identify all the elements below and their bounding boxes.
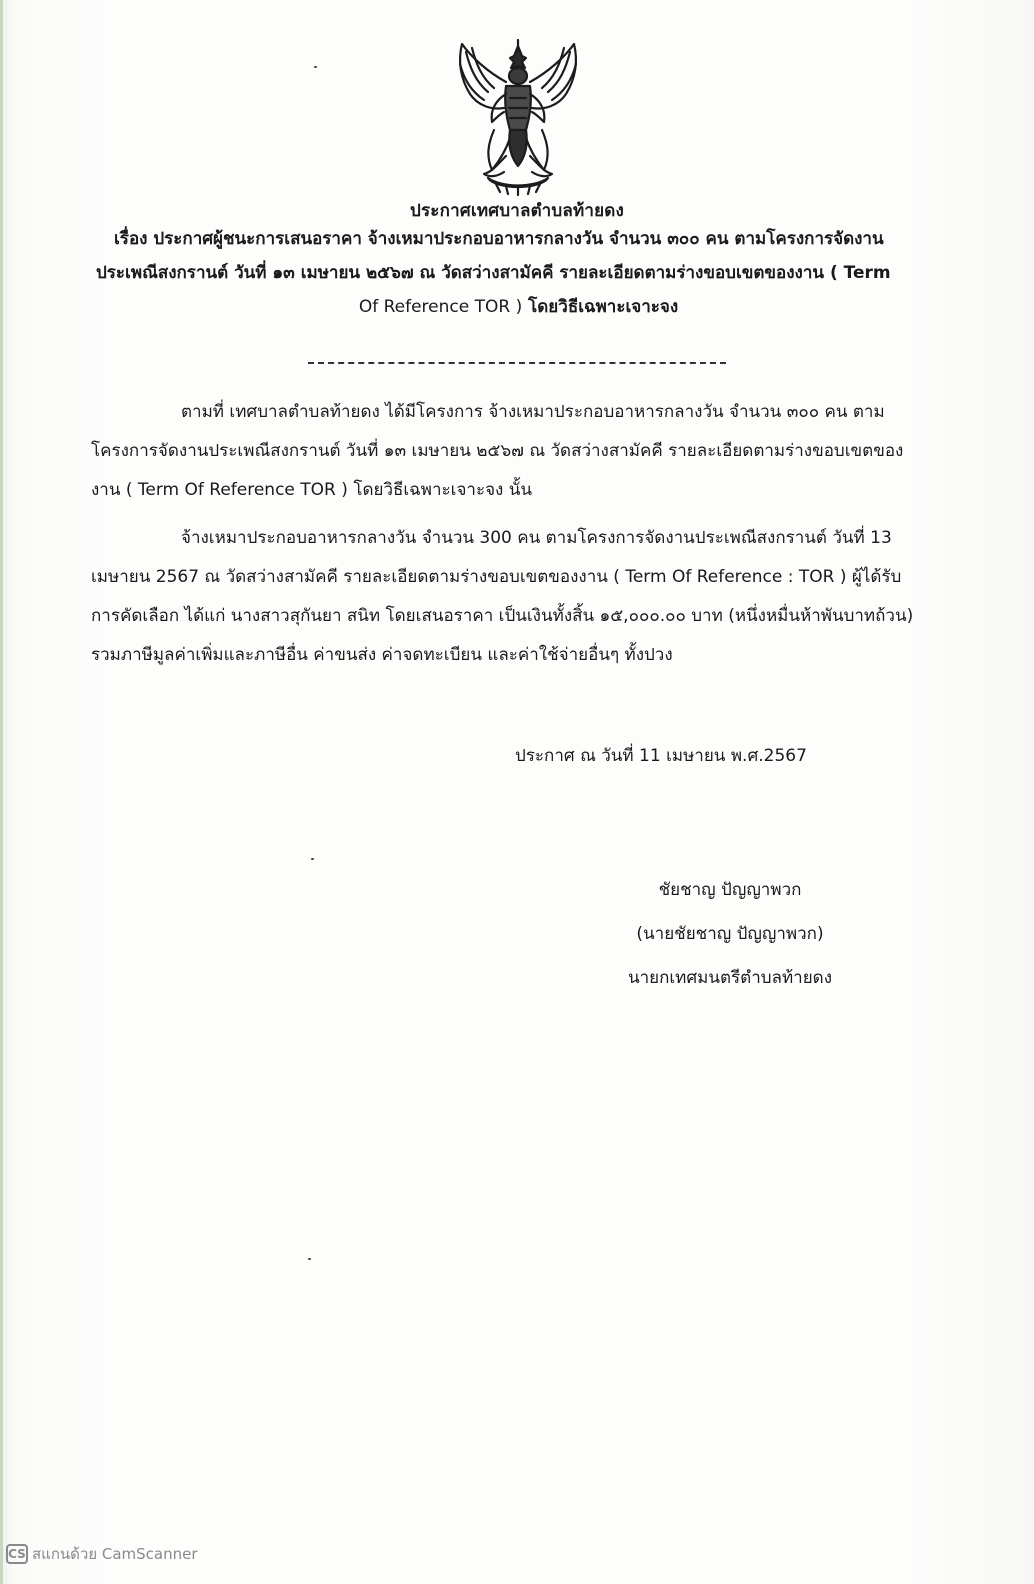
scan-speck (308, 1258, 311, 1260)
signatory-full-name: (นายชัยชาญ ปัญญาพวก) (636, 924, 824, 944)
subject-line-3-method: โดยวิธีเฉพาะเจาะจง (522, 297, 679, 317)
garuda-emblem (448, 38, 588, 196)
subject-line-2: ประเพณีสงกรานต์ วันที่ ๑๓ เมษายน ๒๕๖๗ ณ วัดสว่างสามัคคี รายละเอียดตามร่างขอบเขตของงาน ( Term (96, 263, 891, 283)
paragraph-2-line-2: เมษายน 2567 ณ วัดสว่างสามัคคี รายละเอียดตามร่างขอบเขตของงาน ( Term Of Reference : TOR ) ผู้ได้รับ (91, 567, 902, 587)
watermark-text: สแกนด้วย CamScanner (32, 1545, 198, 1563)
camscanner-watermark (6, 1542, 198, 1566)
paragraph-2 (91, 519, 943, 675)
scan-edge (0, 0, 3, 1584)
paragraph-2-line-4: รวมภาษีมูลค่าเพิ่มและภาษีอื่น ค่าขนส่ง ค่าจดทะเบียน และค่าใช้จ่ายอื่นๆ ทั้งปวง (91, 645, 673, 665)
paragraph-2-line-3: การคัดเลือก ได้แก่ นางสาวสุกันยา สนิท โดยเสนอราคา เป็นเงินทั้งสิ้น ๑๕,๐๐๐.๐๐ บาท (หนึ่งหมื่นห้าพันบาทถ้วน) (91, 606, 914, 626)
subject-line-3-reference: Of Reference TOR ) (358, 297, 523, 317)
subject-line-1: เรื่อง ประกาศผู้ชนะการเสนอราคา จ้างเหมาประกอบอาหารกลางวัน จำนวน ๓๐๐ คน ตามโครงการจัดงาน (114, 229, 884, 249)
paragraph-1 (91, 393, 943, 510)
signature-block (600, 868, 860, 1000)
scan-speck (314, 66, 317, 68)
paragraph-1-line-2: โครงการจัดงานประเพณีสงกรานต์ วันที่ ๑๓ เมษายน ๒๕๖๗ ณ วัดสว่างสามัคคี รายละเอียดตามร่างขอบเขตของ (91, 441, 904, 461)
dashed-separator (308, 362, 726, 364)
paragraph-1-line-1: ตามที่ เทศบาลตำบลท้ายดง ได้มีโครงการ จ้างเหมาประกอบอาหารกลางวัน จำนวน ๓๐๐ คน ตาม (181, 402, 885, 422)
paragraph-2-line-1: จ้างเหมาประกอบอาหารกลางวัน จำนวน 300 คน ตามโครงการจัดงานประเพณีสงกรานต์ วันที่ 13 (181, 528, 892, 548)
paragraph-1-line-3: งาน ( Term Of Reference TOR ) โดยวิธีเฉพาะเจาะจง นั้น (91, 480, 532, 500)
announcement-title: ประกาศเทศบาลตำบลท้ายดง (409, 201, 625, 221)
subject-line-3 (96, 290, 941, 324)
subject-block (96, 222, 941, 324)
signatory-position: นายกเทศมนตรีตำบลท้ายดง (627, 968, 833, 988)
signed-name: ชัยชาญ ปัญญาพวก (658, 880, 802, 900)
announcement-date: ประกาศ ณ วันที่ 11 เมษายน พ.ศ.2567 (515, 746, 807, 766)
camscanner-icon: CS (6, 1544, 28, 1564)
scan-speck (311, 858, 314, 860)
